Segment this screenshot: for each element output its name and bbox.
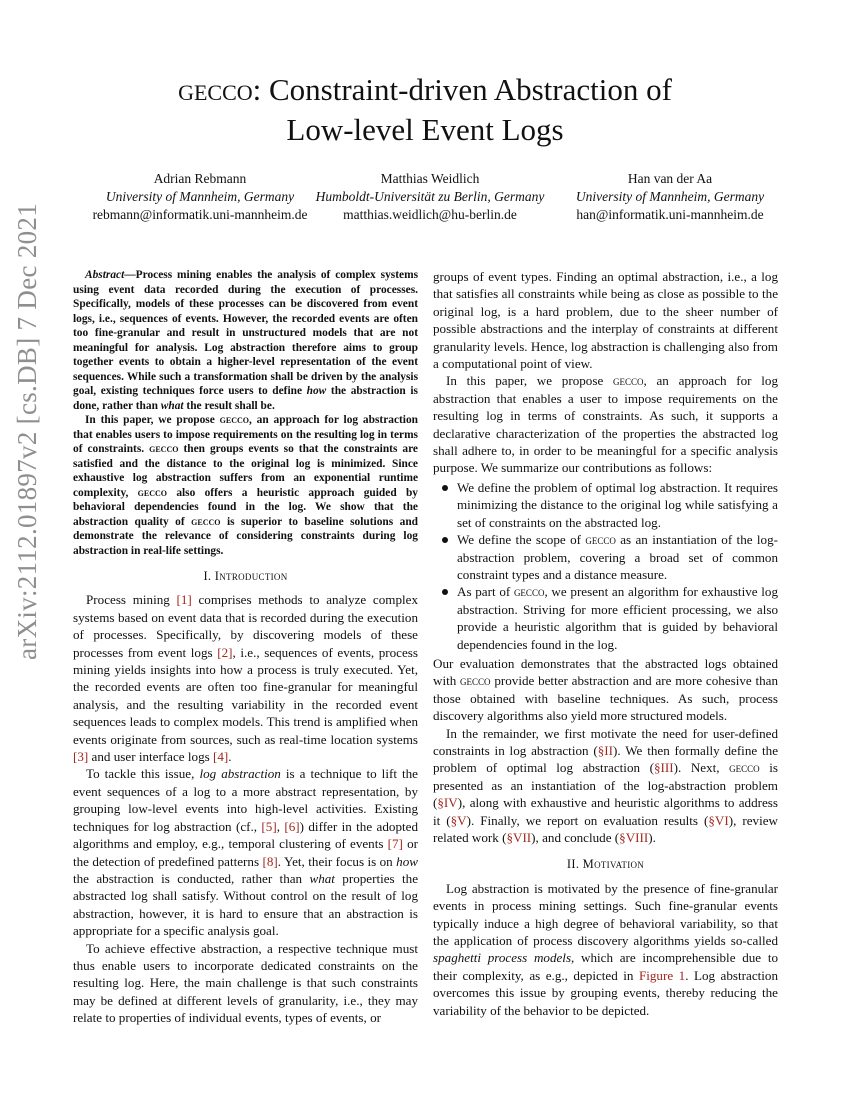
text: the abstraction is conducted, rather than (73, 870, 310, 886)
text: Our evaluation demonstrates that the abstracted logs obtained with (433, 655, 778, 689)
paper-title (100, 70, 750, 150)
motivation-paragraph (433, 880, 778, 1019)
text: We define the problem of optimal log abstraction. It requires minimizing the distance to the original log while satisfying a set of constraints on the abstracted log. (457, 479, 778, 530)
text: ). We then formally define the problem of optimal log abstraction ( (433, 742, 779, 776)
author-affiliation: Humboldt-Universität zu Berlin, Germany (315, 189, 545, 204)
right-column (433, 268, 778, 1019)
contribution-item (457, 479, 778, 531)
text: ), along with exhaustive and heuristic algorithms to address it ( (433, 795, 778, 828)
text: , (276, 818, 285, 834)
author-affiliation: University of Mannheim, Germany (105, 189, 295, 204)
section-heading-introduction: I. Introduction (203, 569, 288, 583)
system-name: gecco (612, 373, 644, 389)
system-name: gecco (137, 486, 168, 499)
abstract-text: also offers a heuristic approach guided by behavioral dependencies found in the log. We show that the abstraction quality of (73, 486, 418, 528)
abstract (73, 268, 418, 558)
abstract-text: the abstraction is done, rather than (73, 385, 418, 412)
system-name: gecco (149, 443, 179, 455)
author-2 (300, 170, 560, 224)
abstract-text: , an approach for log abstraction that enables users to impose requirements on the resulting log in terms of constraints. (73, 414, 418, 455)
text: To tackle this issue, (86, 766, 200, 782)
text: . Log abstraction overcomes this issue by grouping events, thereby reducing the variability of the behavior to be depicted. (433, 967, 778, 1018)
right-paragraph-1 (433, 372, 778, 476)
text: ) differ in the adopted algorithms and employ, e.g., temporal clustering of events (73, 818, 418, 852)
system-name: gecco (729, 760, 760, 776)
system-name: gecco (513, 584, 545, 600)
text: In the remainder, we first motivate the need for user-defined constraints in log abstraction ( (433, 725, 778, 758)
abstract-text: In this paper, we propose (85, 414, 220, 426)
author-1 (70, 170, 330, 224)
author-name: Matthias Weidlich (380, 171, 480, 186)
title-line2: Low-level Event Logs (286, 112, 564, 147)
author-name: Han van der Aa (627, 171, 713, 186)
section-link[interactable]: §IV (437, 795, 458, 811)
abstract-em: how (306, 385, 327, 397)
text: as an instantiation of the log-abstraction problem, covering a broad set of common constraint types and a distance measure. (457, 532, 778, 582)
author-block (70, 170, 790, 230)
citation-link[interactable]: [8] (262, 853, 278, 869)
text: ). Finally, we report on evaluation results ( (466, 812, 709, 828)
contributions-list (433, 479, 778, 653)
left-column (73, 268, 418, 1027)
author-name: Adrian Rebmann (153, 171, 247, 186)
author-email: han@informatik.uni-mannheim.de (576, 207, 764, 222)
text: provide better abstraction and are more cohesive than those obtained with baseline techniques. As such, process discovery algorithms also yield more structured models. (433, 673, 778, 724)
emphasis: log abstraction (199, 766, 281, 782)
section-heading-motivation: II. Motivation (566, 857, 645, 872)
text: is a technique to lift the event sequences of a log to a more abstract representation, by grouping low-level events into high-level activities. Existing techniques for log abstraction (cf., (73, 766, 418, 834)
system-name: gecco (460, 673, 491, 689)
citation-link[interactable]: [7] (387, 836, 403, 852)
section-link[interactable]: §II (597, 742, 614, 758)
author-email: rebmann@informatik.uni-mannheim.de (92, 207, 308, 222)
text: ). (648, 830, 656, 845)
citation-link[interactable]: [5] (261, 818, 277, 834)
bullet-icon (442, 485, 448, 491)
text: In this paper, we propose (446, 373, 613, 389)
text: , i.e., sequences of events, process mining yields insights into how a process is truly executed. Yet, the recorded events are often too fine-granular for meaningful analysis, and the resulting variability in the recorded event sequences leads to complex models. This trend is amplified when events originate from sources, such as real-time location systems (73, 644, 418, 747)
text: , we present an algorithm for exhaustive log abstraction. Striving for more efficient processing, we also provide a heuristic algorithm that is guided by behavioral dependencies found in the log. (457, 584, 778, 652)
section-link[interactable]: §III (653, 760, 674, 776)
text: Log abstraction is motivated by the presence of fine-granular events in process mining settings. Such fine-granular events typically induce a high degree of behavioral variability, so that the application of process discovery algorithms yields so-called (433, 880, 778, 949)
text: , an approach for log abstraction that enables a user to impose requirements on the resulting log in terms of constraints. As such, it supports a declarative characterization of the properties the abstracted log shall adhere to, in order to be meaningful for a specific analysis purpose. We summarize our contributions as follows: (433, 373, 778, 476)
text: Process mining (86, 592, 177, 608)
emphasis: what (309, 870, 335, 886)
author-affiliation: University of Mannheim, Germany (575, 189, 765, 204)
abstract-text: is superior to baseline solutions and demonstrate the relevance of considering constraints during log abstraction in real-life settings. (73, 515, 419, 557)
text: ). Next, (673, 760, 730, 776)
bullet-icon (442, 537, 448, 543)
abstract-em: what (160, 399, 184, 412)
text: , which are incomprehensible due to their complexity, as e.g., depicted in (433, 950, 779, 983)
bullet-icon (442, 589, 448, 595)
author-3 (540, 170, 800, 224)
abstract-text: —Process mining enables the analysis of complex systems using event data recorded during the execution of processes. Specifically, models of these processes can be discovered from event logs, i.e., sequences of events. However, the recorded events are often too fine-granular and result in unstructured models that are not meaningful for analysis. Log abstraction therefore aims to group together events to obtain a higher-level representation of the event sequences. While such a transformation shall be driven by the analysis goal, existing techniques force users to define (73, 269, 418, 397)
text: . Yet, their focus is on (277, 853, 397, 869)
right-paragraph-3 (433, 725, 778, 847)
text: is presented as an instantiation of the log-abstraction problem ( (433, 760, 778, 811)
text: properties the abstracted log shall satisfy. Without control on the result of log abstraction, however, it is hard to ensure that an abstraction is appropriate for a specific analysis goal. (73, 870, 419, 939)
contribution-item (457, 531, 778, 583)
abstract-lead: Abstract (85, 269, 125, 281)
citation-link[interactable]: [6] (284, 818, 300, 834)
intro-paragraph-2 (73, 765, 418, 939)
citation-link[interactable]: [1] (176, 592, 192, 608)
citation-link[interactable]: [4] (213, 749, 229, 765)
right-paragraph-0: groups of event types. Finding an optimal abstraction, i.e., a log that satisfies all constraints while being as close as possible to the original log, is a hard problem, due to the sheer number of possible abstractions and the interplay of constraints at different granularity levels. Hence, log abstraction is challenging also from a computational point of view. (433, 269, 778, 372)
arxiv-identifier: arXiv:2112.01897v2 [cs.DB] 7 Dec 2021 (12, 202, 42, 660)
section-link[interactable]: §VII (506, 830, 532, 845)
section-link[interactable]: §VIII (619, 830, 649, 845)
section-link[interactable]: §VI (708, 812, 729, 828)
intro-paragraph-1 (73, 591, 418, 765)
text: . (228, 749, 232, 765)
emphasis: how (396, 853, 418, 869)
text: or the detection of predefined patterns (73, 836, 418, 869)
section-link[interactable]: §V (450, 812, 467, 828)
text: As part of (457, 584, 514, 600)
system-name: gecco (191, 515, 221, 528)
intro-paragraph-3: To achieve effective abstraction, a respective technique must thus enable users to incorporate dedicated constraints on the resulting log. Here, the main challenge is that such constraints may be defined at different levels of granularity, i.e., they may relate to properties of individual events, types of events, or (73, 940, 418, 1026)
author-email: matthias.weidlich@hu-berlin.de (343, 207, 517, 222)
text: ), and conclude ( (531, 830, 620, 845)
title-system-name: gecco (178, 72, 253, 107)
abstract-text: the result shall be. (183, 399, 275, 412)
figure-link[interactable]: Figure 1 (638, 967, 686, 983)
text: comprises methods to analyze complex systems based on event data that is recorded during the execution of processes. Specifically, by discovering models of these processes from event logs (73, 592, 419, 660)
citation-link[interactable]: [3] (73, 749, 89, 765)
system-name: gecco (585, 532, 616, 548)
title-line1: : Constraint-driven Abstraction of (252, 72, 672, 107)
right-paragraph-2 (433, 655, 778, 725)
system-name: gecco (219, 414, 249, 426)
citation-link[interactable]: [2] (217, 644, 233, 660)
text: ), review related work ( (433, 812, 778, 845)
emphasis: spaghetti process models (433, 950, 572, 966)
abstract-text: then groups events so that the constraints are satisfied and the distance to the original log is minimized. Since exhaustive log abstraction suffers from an exponential runtime complexity, (73, 443, 418, 499)
text: We define the scope of (457, 532, 586, 548)
contribution-item (457, 583, 778, 653)
text: and user interface logs (88, 749, 213, 765)
